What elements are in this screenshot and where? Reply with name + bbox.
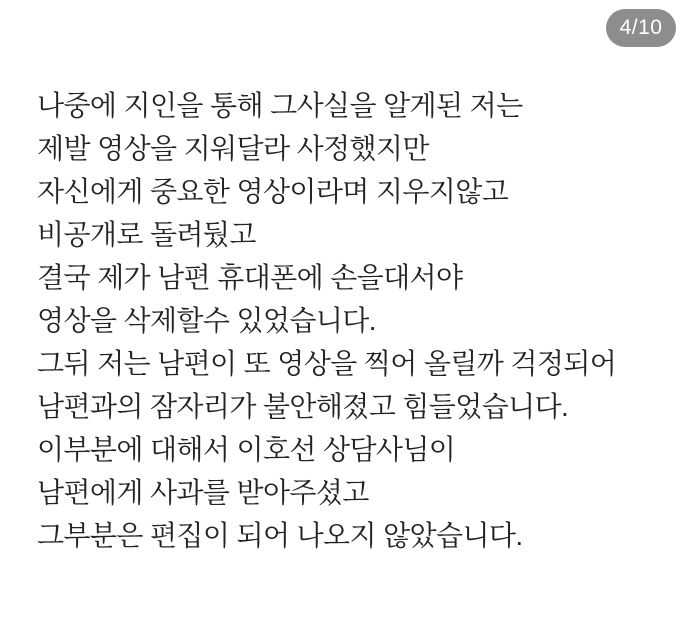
text-line: 나중에 지인을 통해 그사실을 알게된 저는	[37, 90, 523, 121]
text-line: 비공개로 돌려뒀고	[37, 219, 256, 250]
page-counter-badge	[606, 9, 676, 47]
text-line: 이부분에 대해서 이호선 상담사님이	[37, 434, 456, 465]
text-line: 남편과의 잠자리가 불안해졌고 힘들었습니다.	[37, 391, 569, 422]
text-line: 그부분은 편집이 되어 나오지 않았습니다.	[37, 520, 523, 551]
text-line: 제발 영상을 지워달라 사정했지만	[37, 133, 429, 164]
text-line: 남편에게 사과를 받아주셨고	[37, 477, 369, 508]
text-line: 자신에게 중요한 영상이라며 지우지않고	[37, 176, 509, 207]
story-text	[37, 84, 682, 557]
page-counter-label: 4/10	[619, 16, 663, 39]
text-line: 그뒤 저는 남편이 또 영상을 찍어 올릴까 걱정되어	[37, 348, 617, 379]
text-line: 영상을 삭제할수 있었습니다.	[37, 305, 376, 336]
text-line: 결국 제가 남편 휴대폰에 손을대서야	[37, 262, 463, 293]
